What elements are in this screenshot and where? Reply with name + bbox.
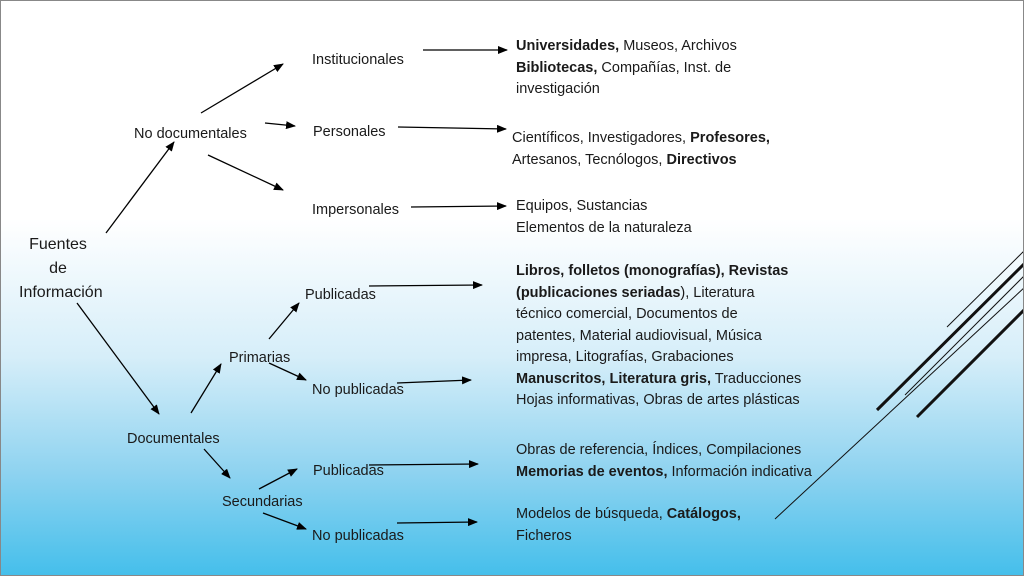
arrow-secundarias-to-no-publicadas bbox=[263, 513, 306, 529]
root-node bbox=[19, 233, 103, 305]
secundarias-label: Secundarias bbox=[222, 494, 303, 510]
text: Compañías, Inst. de bbox=[597, 59, 732, 76]
description-line bbox=[512, 150, 770, 172]
description-line bbox=[516, 504, 741, 526]
text: Hojas informativas, Obras de artes plásticas bbox=[516, 392, 800, 408]
decorative-diagonal-lines bbox=[775, 250, 1024, 519]
secundarias-publicadas-description bbox=[516, 440, 812, 483]
arrow-nodoc-to-personales bbox=[265, 123, 295, 126]
arrow-nodoc-to-impersonales bbox=[208, 155, 283, 190]
description-line bbox=[516, 304, 801, 326]
no-documentales-label: No documentales bbox=[134, 126, 247, 142]
bold-text: Directivos bbox=[666, 151, 737, 168]
description-line bbox=[516, 196, 692, 218]
personales-label: Personales bbox=[313, 124, 386, 140]
description-line bbox=[516, 390, 801, 412]
arrow-primarias-to-publicadas bbox=[269, 303, 299, 339]
text: Artesanos, Tecnólogos, bbox=[512, 151, 667, 168]
arrow-sec-no-publicadas-to-text bbox=[397, 522, 477, 523]
description-line bbox=[516, 326, 801, 348]
text: Ficheros bbox=[516, 527, 572, 544]
institucionales-description bbox=[516, 36, 737, 101]
description-line bbox=[516, 440, 812, 462]
primarias-description bbox=[516, 261, 801, 412]
description-line bbox=[516, 347, 801, 369]
description-line bbox=[516, 79, 737, 101]
arrow-prim-publicadas-to-text bbox=[369, 285, 482, 286]
text: Obras de referencia, Índices, Compilaciones bbox=[516, 442, 802, 458]
impersonales-description bbox=[516, 196, 692, 239]
text: patentes, Material audiovisual, Música bbox=[516, 327, 762, 344]
bold-text: Libros, folletos (monografías), Revistas bbox=[516, 263, 789, 279]
arrow-root-to-no-documentales bbox=[106, 142, 174, 233]
secundarias-no-publicadas-description bbox=[516, 504, 741, 547]
arrow-secundarias-to-publicadas bbox=[259, 469, 297, 489]
text: técnico comercial, Documentos de bbox=[516, 306, 738, 322]
description-line bbox=[516, 283, 801, 305]
text: Traducciones bbox=[711, 370, 802, 387]
text: ), Literatura bbox=[680, 284, 755, 301]
arrow-root-to-documentales bbox=[77, 303, 159, 414]
primarias-no-publicadas-label: No publicadas bbox=[312, 382, 404, 398]
text: Científicos, Investigadores, bbox=[512, 130, 691, 146]
root-line: de bbox=[49, 260, 67, 277]
arrow-sec-publicadas-to-text bbox=[369, 464, 478, 465]
bold-text: Bibliotecas, bbox=[516, 59, 598, 76]
arrow-impersonales-to-text bbox=[411, 206, 506, 207]
description-line bbox=[516, 36, 737, 58]
arrow-nodoc-to-institucionales bbox=[201, 64, 283, 113]
text: Modelos de búsqueda, bbox=[516, 506, 667, 522]
personales-description bbox=[512, 128, 770, 171]
description-line bbox=[516, 526, 741, 548]
text: impresa, Litografías, Grabaciones bbox=[516, 349, 734, 365]
arrow-doc-to-primarias bbox=[191, 364, 221, 413]
root-line: Información bbox=[19, 284, 103, 301]
arrow-doc-to-secundarias bbox=[204, 449, 230, 478]
description-line bbox=[516, 261, 801, 283]
institucionales-label: Institucionales bbox=[312, 52, 404, 68]
impersonales-label: Impersonales bbox=[312, 202, 400, 218]
bold-text: Profesores, bbox=[690, 130, 770, 146]
arrow-prim-no-publicadas-to-text bbox=[397, 380, 471, 383]
description-line bbox=[516, 462, 812, 484]
bold-text: Catálogos, bbox=[666, 506, 741, 522]
arrow-personales-to-text bbox=[398, 127, 506, 129]
documentales-label: Documentales bbox=[127, 431, 220, 447]
text: investigación bbox=[516, 81, 600, 97]
text: Elementos de la naturaleza bbox=[516, 219, 692, 236]
primarias-label: Primarias bbox=[229, 350, 291, 366]
description-line bbox=[516, 58, 737, 80]
secundarias-no-publicadas-label: No publicadas bbox=[312, 528, 404, 544]
text: Museos, Archivos bbox=[619, 38, 737, 54]
description-line bbox=[516, 218, 692, 240]
bold-text: (publicaciones seriadas bbox=[516, 284, 681, 301]
secundarias-publicadas-label: Publicadas bbox=[313, 463, 384, 479]
description-line bbox=[512, 128, 770, 150]
bold-text: Universidades, bbox=[516, 38, 620, 54]
bold-text: Manuscritos, Literatura gris, bbox=[516, 370, 711, 387]
connector-layer bbox=[1, 1, 1024, 576]
root-line: Fuentes bbox=[29, 236, 87, 253]
bold-text: Memorias de eventos, bbox=[516, 463, 668, 480]
text: Equipos, Sustancias bbox=[516, 198, 648, 214]
text: Información indicativa bbox=[667, 463, 812, 480]
description-line bbox=[516, 369, 801, 391]
primarias-publicadas-label: Publicadas bbox=[305, 287, 376, 303]
